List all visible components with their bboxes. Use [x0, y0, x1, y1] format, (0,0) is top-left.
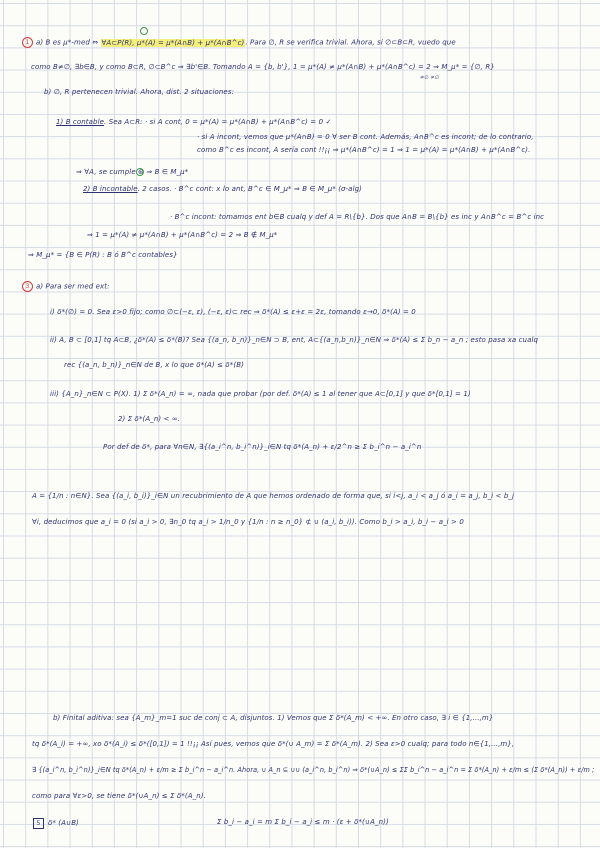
line-text: 2) Σ δ*(A_n) < ∞. [118, 415, 181, 423]
line-problem-3a [22, 281, 110, 292]
line-text: rec {(a_n, b_n)}_n∈N de B, x lo que δ*(A) ≤ δ*(B) [64, 361, 244, 369]
problem-number-box: 5 [33, 818, 44, 829]
case-heading: 1) B contable [56, 118, 105, 126]
line-problem-1a [22, 37, 456, 48]
line-problem-5 [33, 818, 79, 829]
text: a) B es μ*-med ⇔ [36, 38, 99, 47]
line-text: Σ b_i − a_i = m Σ b_i − a_i ≤ m · (ε + δ*(∪A_n)) [217, 818, 389, 826]
text: δ* (A∪B) [48, 819, 79, 827]
line-text: como para ∀ε>0, se tiene δ*(∪A_n) ≤ Σ δ*(A_n). [32, 792, 206, 800]
text: . Para ∅, R se verifica trivial. Ahora, si ∅⊂B⊂R, vuedo que [245, 38, 456, 47]
line-case-1 [56, 118, 331, 127]
line-text: iii) {A_n}_n∈N ⊂ P(X). 1) Σ δ*(A_n) = ∞, nada que probar (por def. δ*(A) ≤ 1 al tener que A⊂[0,1] y que δ*[0,1] = 1) [50, 390, 471, 398]
line-text: tq δ*(A_i) = +∞, xo δ*(A_i) ≤ δ*([0,1]) = 1 !!¡¡ Así pues, vemos que δ*(∪ A_m) = Σ δ*(A_m). 2) Sea ε>0 cualq; para todo n∈{1,...,m}, [32, 740, 515, 748]
line-part-b: b) ∅, R pertenecen trivial. Ahora, dist. 2 situaciones: [44, 88, 235, 96]
green-circle-mark-icon [136, 168, 144, 176]
text: . 2 casos. · B^c cont: x lo ant, B^c ∈ M_μ* ⇒ B ∈ M_μ* (σ-alg) [137, 185, 362, 193]
line-text: Por def de δ*, para ∀n∈N, ∃{(a_i^n, b_i^n)}_i∈N tq δ*(A_n) + ε/2^n ≥ Σ b_i^n − a_i^n [103, 443, 422, 451]
line-text: · B^c incont: tomamos ent b∈B cualq y def A = R\{b}. Dos que A∩B = B\{b} es inc y A∩B^c = B^c inc [170, 213, 545, 221]
line-part-b-finite-additive: b) Finital aditiva: sea {A_m}_m=1 suc de conj ⊂ A, disjuntos. 1) Vemos que Σ δ*(A_m) < +∞. En otro caso, ∃ i ∈ {1,...,m} [53, 714, 494, 722]
case-heading: 2) B incontable [83, 185, 138, 193]
line-text: ii) A, B ⊂ [0,1] tq A⊂B, ¿δ*(A) ≤ δ*(B)? Sea {(a_n, b_n)}_n∈N ⊃ B, ent, A⊂{(a_n,b_n)}_n∈N ⇒ δ*(A) ≤ Σ b_n − a_n ; esto pasa xa cualq [50, 336, 539, 344]
line-case-2 [83, 185, 362, 194]
line-text: · si A incont, vemos que μ*(A∩B) = 0 ∀ ser B cont. Además, A∩B^c es incont; de lo contrario, [197, 133, 534, 141]
line-text: ∃ {(a_i^n, b_i^n)}_i∈N tq δ*(A_n) + ε/m ≥ Σ b_i^n − a_i^n. Ahora, ∪ A_n ⊆ ∪∪ (a_i^n, b_i^n) ⇒ δ*(∪A_n) ≤ ΣΣ b_i^n − a_i^n = Σ δ*(A_n) + ε/m ≤ (Σ δ*(A_n)) + ε/m ; [32, 766, 595, 774]
line-text: ∀i, deducimos que a_i = 0 (si a_i > 0, ∃n_0 tq a_i > 1/n_0 y {1/n : n ≥ n_0} ⊄ ∪ (a_i, b_i)). Como b_i > a_i, b_i − a_i > 0 [32, 518, 464, 526]
line-subscript: ≠∅ ≠∅ [420, 75, 440, 81]
line-text: como B^c es incont, A sería cont !!¡¡ ⇒ μ*(A∩B^c) = 1 ⇒ 1 = μ*(A) = μ*(A∩B) + μ*(A∩B^c). [197, 146, 531, 154]
line-text: A = {1/n : n∈N}. Sea {(a_i, b_i)}_i∈N un recubrimiento de A que hemos ordenado de forma que, si i<j, a_i < a_j ó a_i = a_j, b_i < b_j [32, 492, 515, 500]
line-text: como B≠∅, ∃b∈B, y como B⊂R, ∅⊂B^c ⇒ ∃b'∈B. Tomando A = {b, b'}, 1 = μ*(A) ≠ μ*(A∩B) + μ*(A∩B^c) = 2 ⇒ M_μ* = {∅, R} [31, 63, 495, 71]
problem-number-badge: 1 [22, 37, 33, 48]
line-text: ⇒ 1 = μ*(A) ≠ μ*(A∩B) + μ*(A∩B^c) = 2 ⇒ B ∉ M_μ* [87, 231, 278, 239]
line-result: ⇒ M_μ* = {B ∈ P(R) : B ó B^c contables} [28, 251, 178, 259]
highlighted-definition: ∀A⊂P(R), μ*(A) = μ*(A∩B) + μ*(A∩B^c) [101, 38, 245, 47]
green-star-mark-icon [140, 27, 148, 35]
problem-number-badge: 3 [22, 281, 33, 292]
line-conclusion: ⇒ ∀A, se cumple ⊛ ⇒ B ∈ M_μ* [76, 168, 189, 176]
line-text: i) δ*(∅) = 0. Sea ε>0 fijo; como ∅⊂(−ε, ε), (−ε, ε)⊂ rec ⇒ δ*(A) ≤ ε+ε = 2ε, tomando ε→0, δ*(A) = 0 [50, 308, 416, 316]
text: a) Para ser med ext: [36, 282, 110, 291]
text: . Sea A⊂R: · si A cont, 0 = μ*(A) = μ*(A∩B) + μ*(A∩B^c) = 0 ✓ [104, 118, 332, 126]
